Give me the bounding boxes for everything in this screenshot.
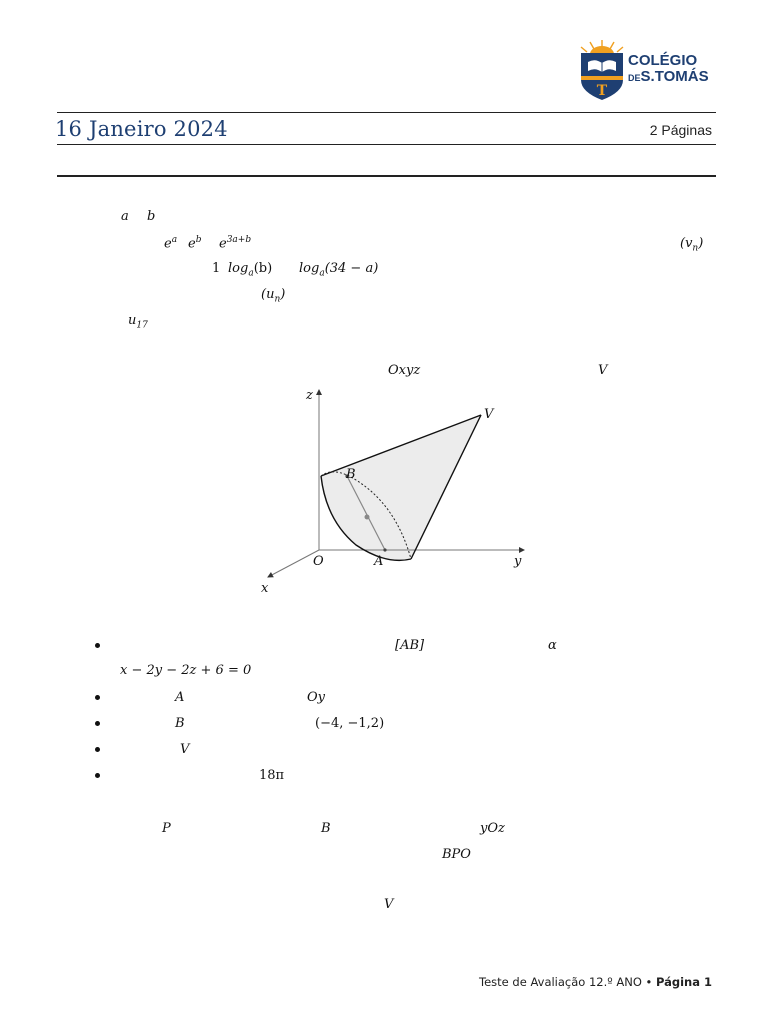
point-a xyxy=(383,548,386,551)
footer-separator: • xyxy=(645,975,653,989)
q1-var-a: a xyxy=(121,209,129,224)
cone-figure xyxy=(256,380,536,595)
cone-surface xyxy=(321,415,481,560)
label-v: V xyxy=(484,407,494,422)
bullet-1 xyxy=(95,643,100,648)
q1-var-b: b xyxy=(147,209,156,224)
footer-page: Página 1 xyxy=(655,975,712,989)
page-footer xyxy=(479,975,712,989)
bullet1-alpha: α xyxy=(548,638,557,653)
part-point-b: B xyxy=(321,821,331,836)
q2-vertex-label: V xyxy=(598,363,608,378)
bullet1-segment: [AB] xyxy=(395,638,425,653)
part-plane-yoz: yOz xyxy=(480,821,505,836)
q1-log-34: $\log_a(34 - a)$ xyxy=(299,261,379,279)
section-rule xyxy=(57,175,716,177)
school-logo xyxy=(578,38,626,102)
footer-text: Teste de Avaliação 12.º ANO xyxy=(479,975,642,989)
part-vertex-v: V xyxy=(384,897,394,912)
label-o: O xyxy=(313,554,324,569)
q1-expr-eb: $e^b$ xyxy=(188,235,202,252)
bullet2-axis: Oy xyxy=(307,690,326,705)
q1-sequence-u: $(u_n)$ xyxy=(261,287,286,305)
part-point-p: P xyxy=(162,821,171,836)
school-name-main: S.TOMÁS xyxy=(640,68,709,85)
bullet-5 xyxy=(95,773,100,778)
bullet4-vertex: V xyxy=(180,742,190,757)
q1-log-b: $\log_a(b)$ xyxy=(228,261,273,279)
q1-expr-e3ab: $e^{3a+b}$ xyxy=(219,235,252,252)
label-b: B xyxy=(346,467,356,482)
x-axis xyxy=(268,550,319,577)
bullet2-point-a: A xyxy=(175,690,185,705)
school-crest-icon xyxy=(578,38,626,102)
school-name-prefix: DE xyxy=(628,73,641,83)
logo-letter: T xyxy=(596,83,608,99)
label-a: A xyxy=(374,554,384,569)
part-triangle-bpo: BPO xyxy=(442,847,471,862)
bullet1-plane-equation: x − 2y − 2z + 6 = 0 xyxy=(120,663,252,678)
bullet3-coordinates: (−4, −1,2) xyxy=(315,716,385,731)
bullet5-value: 18π xyxy=(259,768,285,783)
q1-number-one: 1 xyxy=(212,261,221,276)
bullet-2 xyxy=(95,695,100,700)
bullet3-point-b: B xyxy=(175,716,185,731)
header-rule-top xyxy=(57,112,716,113)
test-date: 16 Janeiro 2024 xyxy=(55,117,228,141)
school-name-line1: COLÉGIO xyxy=(628,52,698,69)
school-name-line2 xyxy=(628,68,709,85)
q2-coordinate-system: Oxyz xyxy=(388,363,421,378)
q1-u17: $u_{17}$ xyxy=(128,313,148,331)
label-z: z xyxy=(306,388,313,403)
base-center-point xyxy=(365,515,370,520)
bullet-3 xyxy=(95,721,100,726)
q1-expr-ea: $e^a$ xyxy=(164,235,178,252)
page-count: 2 Páginas xyxy=(649,122,712,138)
bullet-4 xyxy=(95,747,100,752)
header-rule-bottom xyxy=(57,144,716,145)
q1-sequence-v: $(v_n)$ xyxy=(680,236,704,254)
label-y: y xyxy=(514,554,522,569)
label-x: x xyxy=(261,581,269,595)
